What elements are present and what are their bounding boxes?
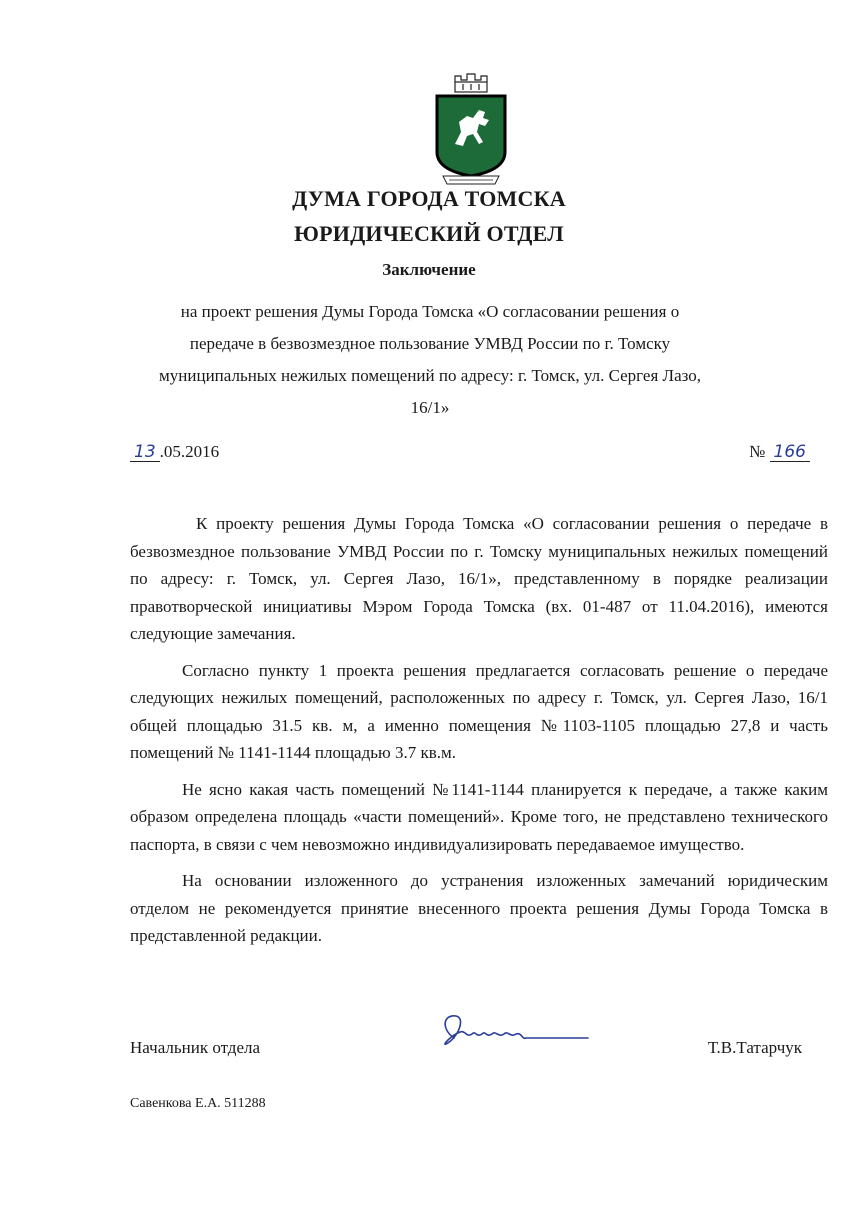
number-handwritten: 166 — [770, 443, 810, 462]
signer-name: Т.В.Татарчук — [707, 1038, 802, 1057]
department-name: ЮРИДИЧЕСКИЙ ОТДЕЛ — [294, 221, 564, 246]
date-day-handwritten: 13 — [130, 443, 160, 462]
document-body — [130, 510, 828, 959]
executor-info: Савенкова Е.А. 511288 — [130, 1096, 266, 1111]
date-rest: .05.2016 — [159, 442, 220, 461]
signer-position: Начальник отдела — [130, 1038, 261, 1057]
handwritten-signature — [432, 1008, 592, 1052]
body-paragraph: Согласно пункту 1 проекта решения предлагается согласовать решение о передаче следующих нежилых помещений, расположенных по адресу г. Томск, ул. Сергея Лазо, 16/1 общей площадью 31.5 кв. м, а именно помещения №1103-1105 площадью 27,8 и часть помещений № 1141-1144 площадью 3.7 кв.м. — [130, 660, 828, 762]
org-name: ДУМА ГОРОДА ТОМСКА — [292, 186, 566, 211]
body-paragraph: К проекту решения Думы Города Томска «О согласовании решения о передаче в безвозмездное пользование УМВД России по г. Томску муниципальных нежилых помещений по адресу: г. Томск, ул. Сергея Лазо, 16/1», представленному в порядке реализации правотворческой инициативы Мэром Города Томска (вх. 01-487 от 11.04.2016), имеются следующие замечания. — [130, 514, 828, 643]
document-kind: Заключение — [382, 260, 476, 279]
tomsk-coat-of-arms-icon — [433, 72, 509, 190]
document-date — [130, 442, 219, 462]
body-paragraph: На основании изложенного до устранения изложенных замечаний юридическим отделом не рекомендуется принятие внесенного проекта решения Думы Города Томска в представленной редакции. — [130, 871, 828, 945]
document-subject: на проект решения Думы Города Томска «О согласовании решения о передаче в безвозмездное пользование УМВД России по г. Томску муниципальных нежилых помещений по адресу: г. Томск, ул. Сергея Лазо, 16/1» — [159, 302, 701, 417]
document-number — [749, 442, 810, 462]
body-paragraph: Не ясно какая часть помещений №1141-1144 планируется к передаче, а также каким образом определена площадь «части помещений». Кроме того, не представлено технического паспорта, в связи с чем невозможно индивидуализировать передаваемое имущество. — [130, 779, 828, 854]
number-prefix: № — [749, 442, 766, 461]
